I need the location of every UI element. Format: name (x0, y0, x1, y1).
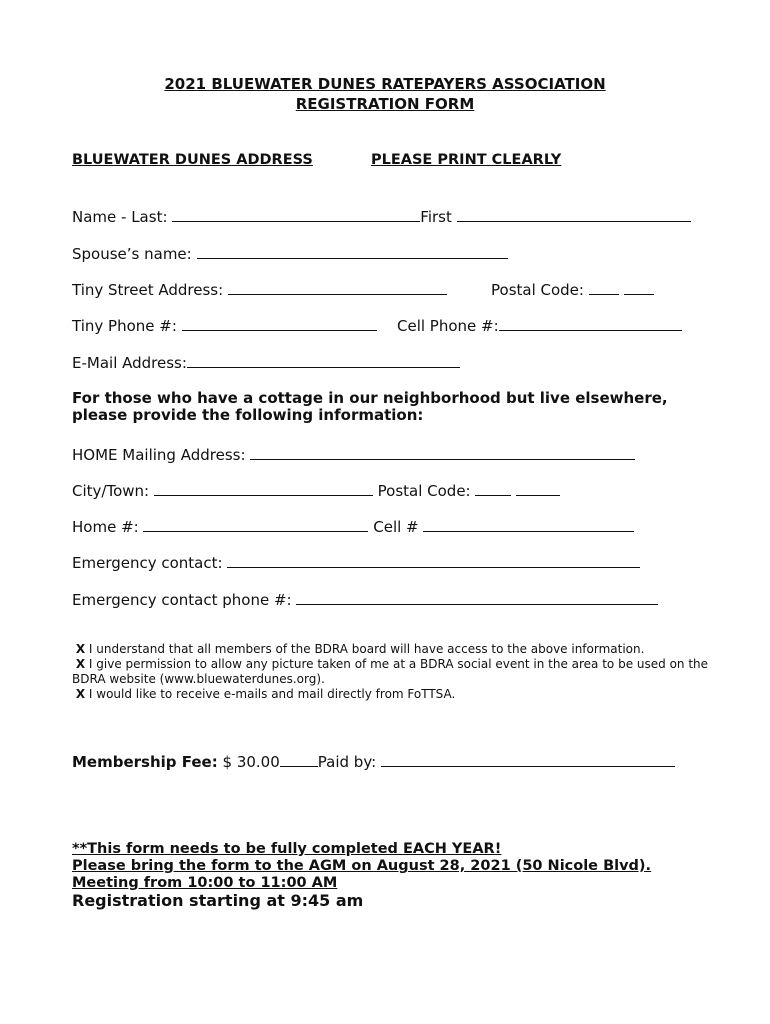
home-phone-label: Home #: (72, 518, 139, 536)
email-label: E-Mail Address: (72, 354, 187, 372)
first-name-label: First (420, 208, 452, 226)
postal-label: Postal Code: (491, 281, 584, 299)
cell-phone-row (397, 315, 682, 335)
home-postal-line-1[interactable] (475, 480, 511, 496)
elsewhere-instruction: For those who have a cottage in our neighborhood but live elsewhere, please provide the following information: (72, 389, 668, 424)
form-title-line2: REGISTRATION FORM (295, 95, 475, 113)
cell-phone-line[interactable] (499, 315, 682, 331)
paid-by-label: Paid by: (317, 753, 377, 771)
emergency-phone-label: Emergency contact phone #: (72, 591, 292, 609)
home-postal-line-2[interactable] (516, 480, 560, 496)
emergency-line[interactable] (227, 552, 640, 568)
spouse-label: Spouse’s name: (72, 245, 192, 263)
name-last-label: Name - Last: (72, 208, 168, 226)
print-clearly-header: PLEASE PRINT CLEARLY (371, 152, 562, 168)
membership-fee-row (72, 751, 675, 771)
home-address-line[interactable] (250, 444, 635, 460)
street-label: Tiny Street Address: (72, 281, 224, 299)
fee-amount: $ 30.00 (222, 753, 280, 771)
street-line[interactable] (228, 279, 447, 295)
fee-label: Membership Fee: (72, 753, 218, 771)
name-last-line[interactable] (172, 206, 420, 222)
email-row (72, 352, 460, 372)
postal-line-2[interactable] (624, 279, 654, 295)
home-address-label: HOME Mailing Address: (72, 446, 246, 464)
postal-line-1[interactable] (589, 279, 619, 295)
tiny-phone-label: Tiny Phone #: (72, 317, 177, 335)
city-row (72, 480, 560, 500)
consent-item-2[interactable]: X I give permission to allow any picture taken of me at a BDRA social event in the area to be used on the BDRA website (www.bluewaterdunes.org). (72, 657, 709, 686)
footer-notes (72, 841, 651, 909)
first-name-line[interactable] (457, 206, 691, 222)
home-cell-label: Cell # (373, 518, 419, 536)
emergency-phone-line[interactable] (296, 589, 658, 605)
name-row (72, 206, 691, 226)
check-mark: X (75, 642, 86, 656)
check-mark: X (75, 687, 86, 701)
footer-line-1: **This form needs to be fully completed EACH YEAR! (72, 841, 502, 857)
home-address-row (72, 444, 635, 464)
home-postal-label: Postal Code: (377, 482, 471, 500)
footer-line-3: Meeting from 10:00 to 11:00 AM (72, 875, 338, 891)
fee-line[interactable] (280, 751, 318, 767)
home-phone-row (72, 516, 634, 536)
postal-row (491, 279, 654, 299)
spouse-line[interactable] (197, 243, 508, 259)
address-header: BLUEWATER DUNES ADDRESS (72, 152, 313, 168)
paid-by-line[interactable] (381, 751, 675, 767)
footer-line-2: Please bring the form to the AGM on August 28, 2021 (50 Nicole Blvd). (72, 858, 652, 874)
form-title-line1: 2021 BLUEWATER DUNES RATEPAYERS ASSOCIATION (164, 75, 606, 93)
home-cell-line[interactable] (423, 516, 634, 532)
emergency-phone-row (72, 589, 658, 609)
footer-line-4: Registration starting at 9:45 am (72, 891, 364, 910)
cell-phone-label: Cell Phone #: (397, 317, 499, 335)
home-phone-line[interactable] (143, 516, 368, 532)
email-line[interactable] (187, 352, 460, 368)
tiny-phone-line[interactable] (182, 315, 377, 331)
city-label: City/Town: (72, 482, 150, 500)
consent-item-1[interactable]: X I understand that all members of the BDRA board will have access to the above information. (75, 642, 645, 656)
street-row (72, 279, 447, 299)
spouse-row (72, 243, 508, 263)
tiny-phone-row (72, 315, 377, 335)
consent-item-3[interactable]: X I would like to receive e-mails and mail directly from FoTTSA. (75, 687, 456, 701)
emergency-label: Emergency contact: (72, 554, 223, 572)
consent-list (72, 642, 712, 702)
check-mark: X (75, 657, 86, 671)
emergency-row (72, 552, 640, 572)
city-line[interactable] (154, 480, 373, 496)
